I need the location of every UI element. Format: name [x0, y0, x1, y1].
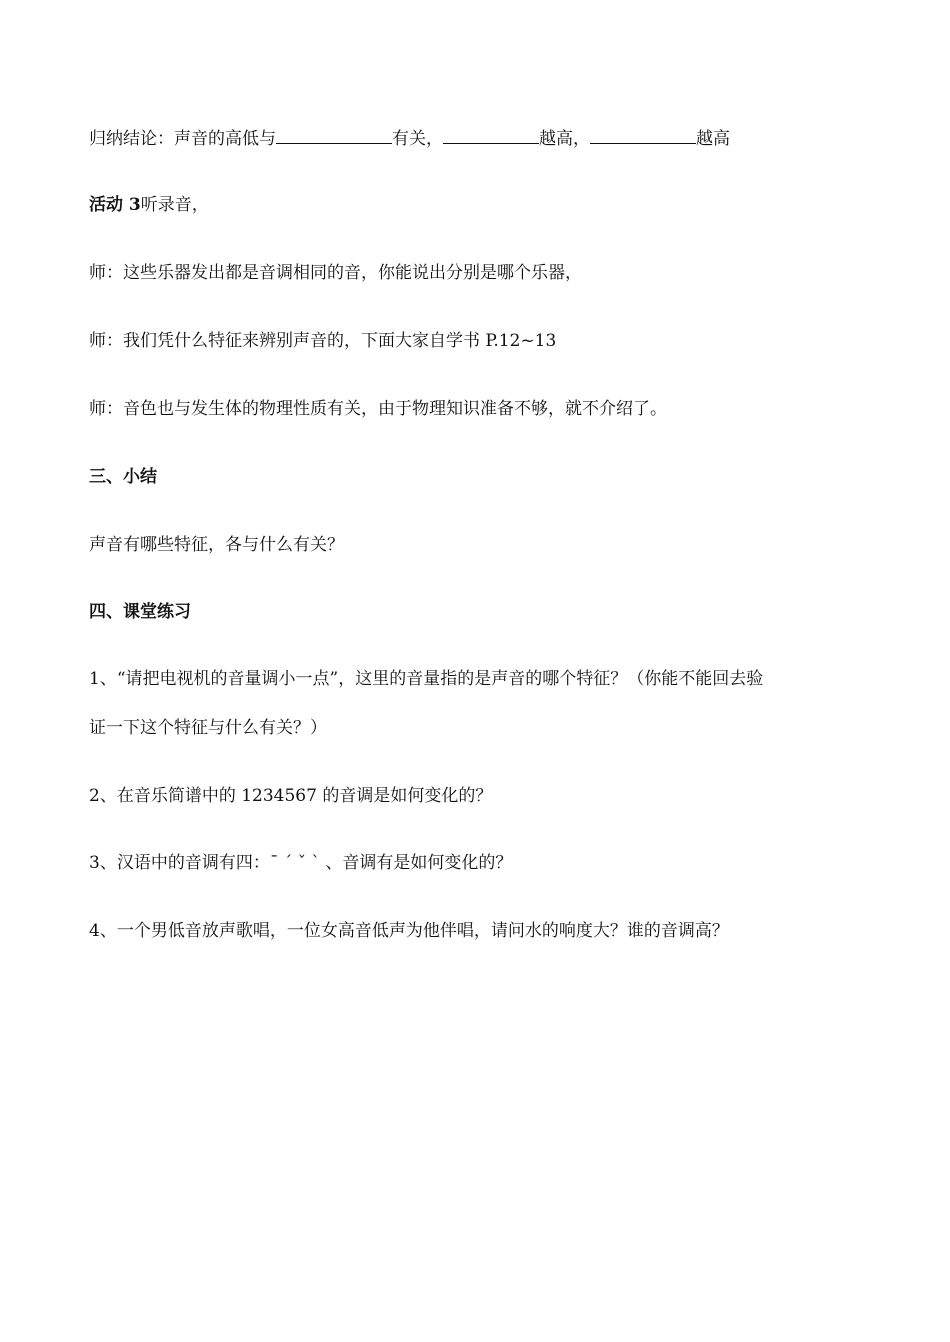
practice-question-4: 4、一个男低音放声歌唱，一位女高音低声为他伴唱，请问水的响度大？谁的音调高？ — [89, 921, 729, 941]
activity3-label: 活动 3 — [89, 195, 141, 215]
conclusion-part4: 越高 — [696, 129, 730, 149]
activity3-text: 听录音， — [140, 195, 209, 215]
summary-question: 声音有哪些特征，各与什么有关？ — [89, 535, 344, 555]
summary-heading: 三、小结 — [89, 467, 157, 487]
answer-blank-1[interactable] — [276, 126, 392, 144]
practice-heading: 四、课堂练习 — [89, 602, 191, 622]
practice-question-1-line-2: 证一下这个特征与什么有关？） — [89, 718, 327, 738]
conclusion-prefix: 归纳结论：声音的高低与 — [89, 129, 276, 149]
practice-question-2: 2、在音乐简谱中的 1234567 的音调是如何变化的？ — [89, 786, 493, 806]
conclusion-line — [89, 126, 730, 150]
practice-question-1-line-1: 1、“请把电视机的音量调小一点”，这里的音量指的是声音的哪个特征？（你能不能回去验 — [89, 669, 764, 689]
activity3-line — [89, 194, 209, 216]
teacher-line-2: 师：我们凭什么特征来辨别声音的，下面大家自学书 P.12~13 — [89, 331, 557, 351]
teacher-line-3: 师：音色也与发生体的物理性质有关，由于物理知识准备不够，就不介绍了。 — [89, 399, 667, 419]
conclusion-part3: 越高， — [539, 129, 590, 149]
conclusion-part2: 有关， — [392, 129, 443, 149]
practice-question-3: 3、汉语中的音调有四：ˉ ˊ ˇ ˋ 、音调有是如何变化的？ — [89, 853, 513, 873]
teacher-line-1: 师：这些乐器发出都是音调相同的音，你能说出分别是哪个乐器， — [89, 263, 582, 283]
answer-blank-2[interactable] — [443, 126, 539, 144]
answer-blank-3[interactable] — [590, 126, 696, 144]
